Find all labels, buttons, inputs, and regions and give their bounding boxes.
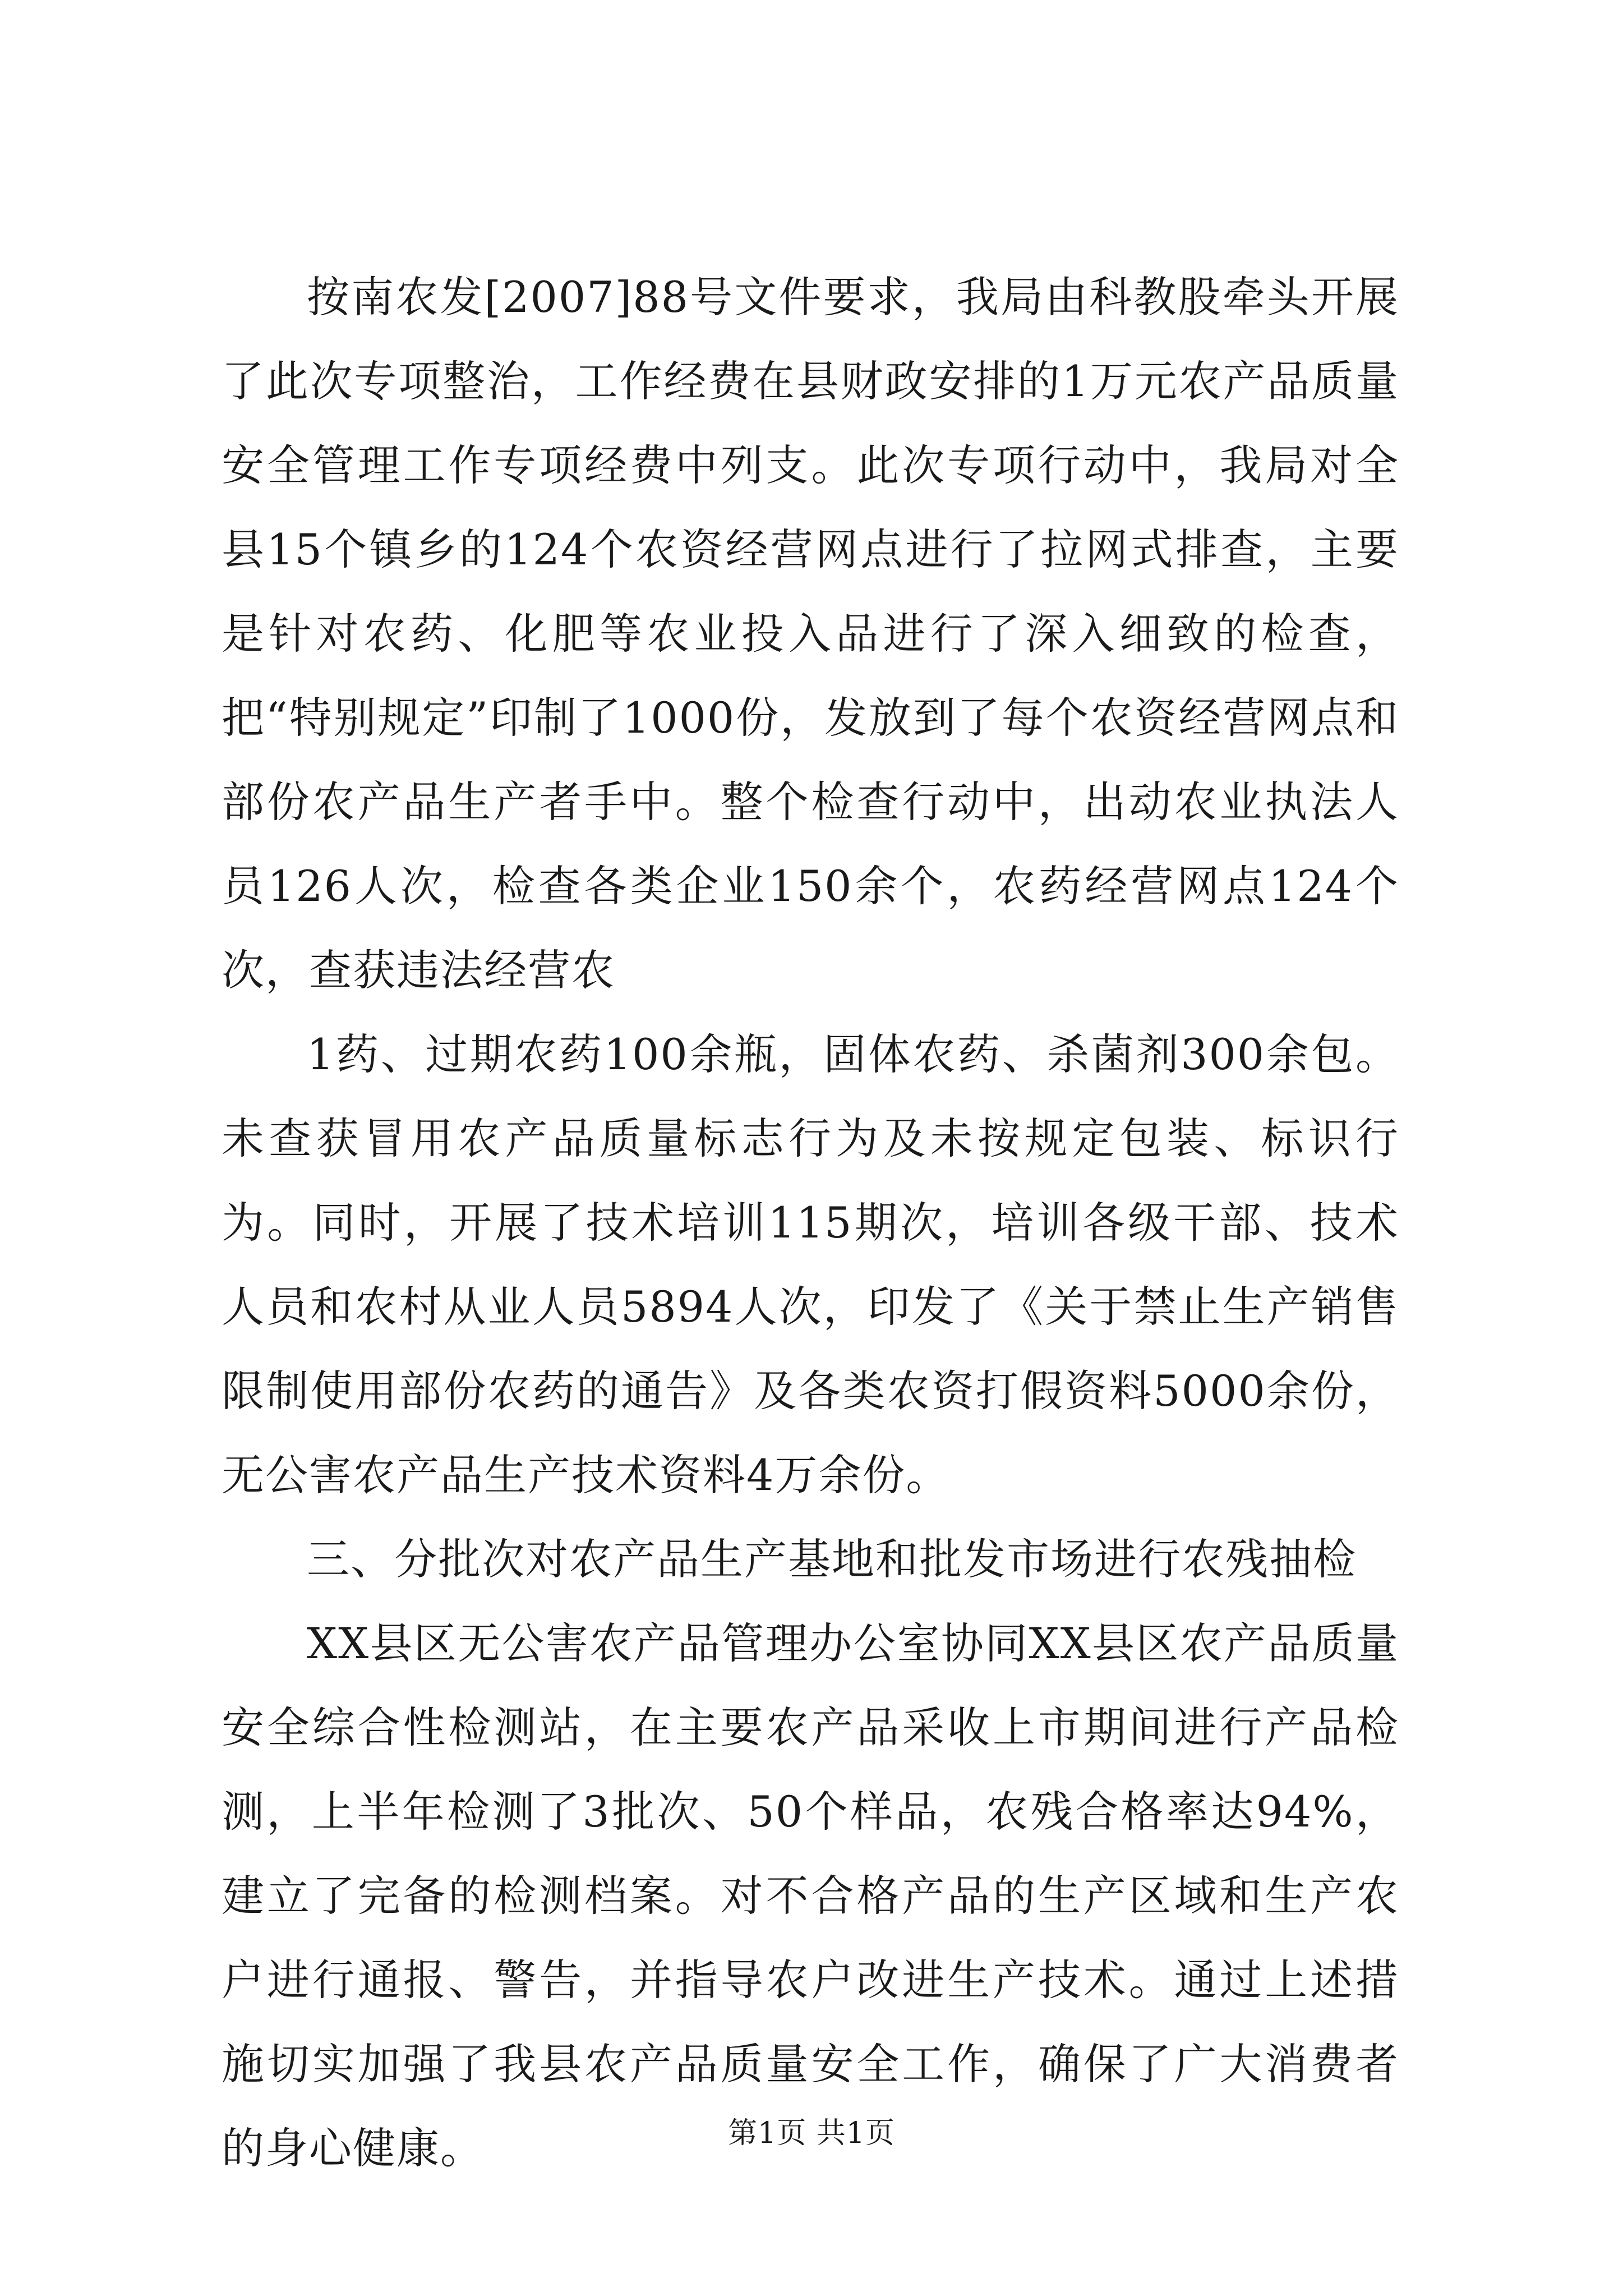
paragraph-seizure-training: 1药、过期农药100余瓶，固体农药、杀菌剂300余包。未查获冒用农产品质量标志行为及未按规定包装、标识行为。同时，开展了技术培训115期次，培训各级干部、技术人员和农村从业人员5894人次，印发了《关于禁止生产销售限制使用部份农药的通告》及各类农资打假资料5000余份，无公害农产品生产技术资料4万余份。 — [222, 1029, 1399, 1500]
paragraph-testing: XX县区无公害农产品管理办公室协同XX县区农产品质量安全综合性检测站，在主要农产品采收上市期间进行产品检测，上半年检测了3批次、50个样品，农残合格率达94%，建立了完备的检测档案。对不合格产品的生产区域和生产农户进行通报、警告，并指导农户改进生产技术。通过上述措施切实加强了我县农产品质量安全工作，确保了广大消费者的身心健康。 — [222, 1618, 1399, 2173]
document-body — [222, 255, 1399, 2191]
page-number: 第1页 共1页 — [728, 2116, 895, 2150]
section-heading-three: 三、分批次对农产品生产基地和批发市场进行农残抽检 — [307, 1534, 1357, 1584]
paragraph-inspection: 按南农发[2007]88号文件要求，我局由科教股牵头开展了此次专项整治，工作经费在县财政安排的1万元农产品质量安全管理工作专项经费中列支。此次专项行动中，我局对全县15个镇乡的124个农资经营网点进行了拉网式排查，主要是针对农药、化肥等农业投入品进行了深入细致的检查，把“特别规定”印制了1000份，发放到了每个农资经营网点和部份农产品生产者手中。整个检查行动中，出动农业执法人员126人次，检查各类企业150余个，农药经营网点124个次，查获违法经营农 — [222, 272, 1399, 995]
